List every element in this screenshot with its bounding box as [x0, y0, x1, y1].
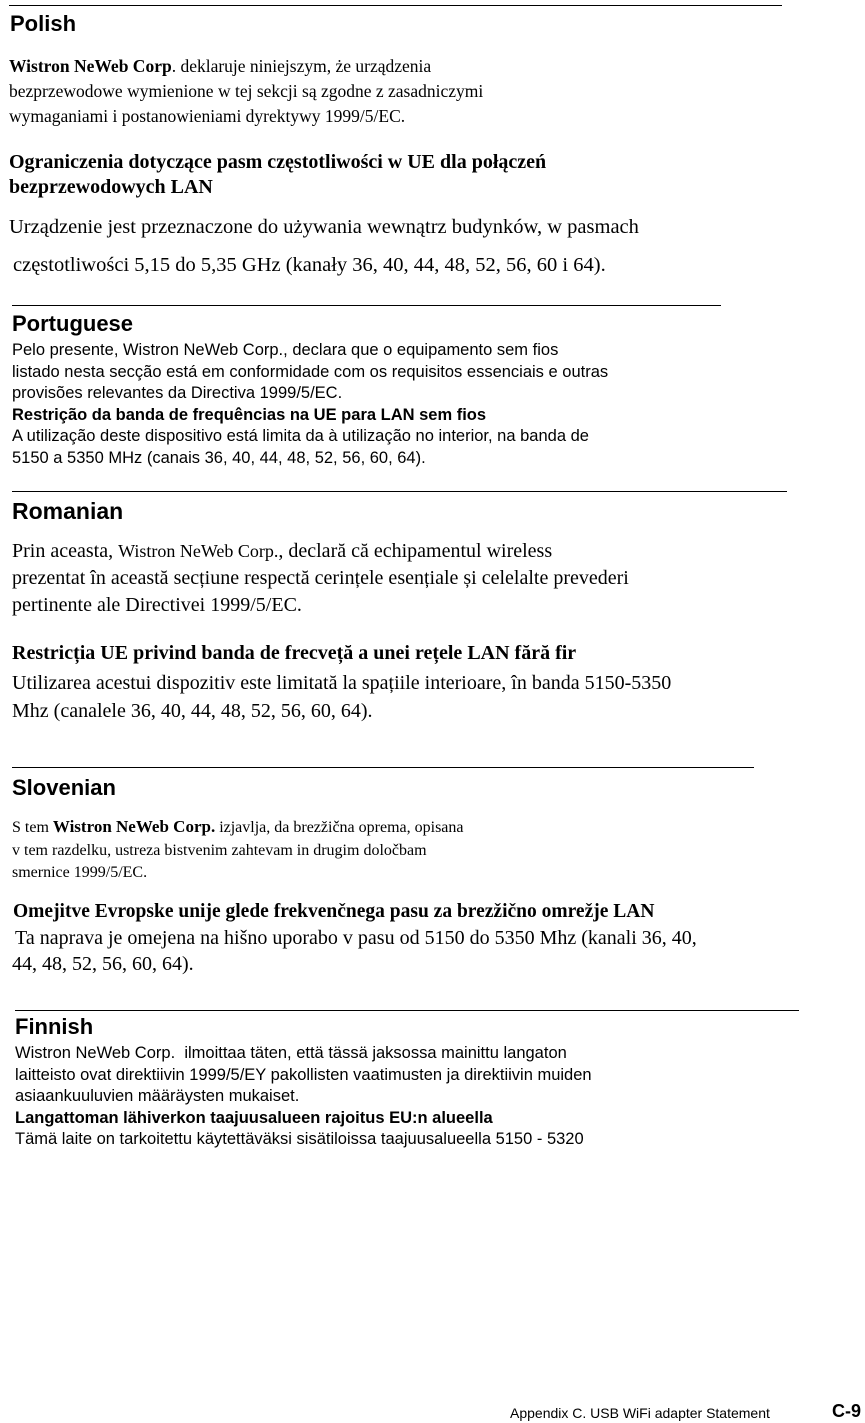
slovenian-restriction: [12, 899, 697, 977]
finnish-intro-line-3: asiaankuuluvien määräysten mukaiset.: [15, 1087, 300, 1105]
polish-restriction-heading-line-1: Ograniczenia dotyczące pasm częstotliwości w UE dla połączeń: [9, 151, 547, 173]
slovenian-intro-line-3: smernice 1999/5/EC.: [12, 864, 148, 881]
portuguese-intro-line-2: listado nesta secção está em conformidade com os requisitos essenciais e outras: [12, 362, 609, 381]
polish-restriction-line-1: Urządzenie jest przeznaczone do używania wewnątrz budynków, w pasmach: [9, 216, 639, 238]
romanian-intro-line-2: prezentat în această secțiune respectă cerințele esențiale și celelalte prevederi: [12, 567, 629, 589]
slovenian-intro: [12, 816, 464, 885]
romanian-intro-line-1: [12, 538, 629, 565]
romanian-intro-prefix: Prin aceasta,: [12, 540, 119, 562]
finnish-restriction-line-1: Tämä laite on tarkoitettu käytettäväksi sisätiloissa taajuusalueella 5150 - 5320: [15, 1130, 584, 1148]
romanian-top-rule: [12, 491, 787, 492]
romanian-restriction-heading: Restricția UE privind banda de frecvеță a unei rețele LAN fără fir: [12, 642, 577, 664]
romanian-intro-line-3: pertinente ale Directivei 1999/5/EC.: [12, 594, 302, 616]
portuguese-restriction-heading: Restrição da banda de frequências na UE para LAN sem fios: [12, 405, 487, 424]
polish-intro-line-1-rest: . deklaruje niniejszym, że urządzenia: [171, 56, 432, 76]
romanian-intro-line-1-rest: , declară că echipamentul wireless: [278, 540, 553, 562]
polish-intro-brand: Wistron NeWeb Corp: [9, 56, 172, 76]
finnish-intro-line-1: Wistron NeWeb Corp. ilmoittaa täten, että tässä jaksossa mainittu langaton: [15, 1044, 567, 1062]
slovenian-restriction-line-2: 44, 48, 52, 56, 60, 64).: [12, 953, 194, 975]
portuguese-body: [12, 340, 608, 469]
slovenian-intro-line-1: [12, 816, 464, 840]
finnish-intro-line-2: laitteisto ovat direktiivin 1999/5/EY pakollisten vaatimusten ja direktiivin muiden: [15, 1065, 592, 1084]
slovenian-intro-brand: Wistron NeWeb Corp.: [52, 817, 216, 836]
slovenian-intro-line-1-rest: izjavlja, da brezžična oprema, opisana: [215, 819, 464, 836]
portuguese-top-rule: [12, 305, 721, 306]
romanian-intro: [12, 538, 629, 619]
polish-top-rule: [9, 5, 782, 6]
polish-restriction-line-2: częstotliwości 5,15 do 5,35 GHz (kanały 36, 40, 44, 48, 52, 56, 60 i 64).: [13, 254, 606, 276]
slovenian-title: Slovenian: [12, 775, 116, 800]
portuguese-title: Portuguese: [12, 311, 134, 336]
slovenian-intro-prefix: S tem: [12, 819, 53, 836]
portuguese-restriction-line-2: 5150 a 5350 MHz (canais 36, 40, 44, 48, 52, 56, 60, 64).: [12, 448, 426, 467]
romanian-restriction-line-1: Utilizarea acestui dispozitiv este limitată la spațiile interioare, în banda 5150-5350: [12, 672, 672, 694]
polish-restriction-heading-line-2: bezprzewodowych LAN: [9, 176, 213, 198]
slovenian-restriction-line-1: Ta naprava je omejena na hišno uporabo v pasu od 5150 do 5350 Mhz (kanali 36, 40,: [15, 927, 697, 949]
slovenian-intro-line-2: v tem razdelku, ustreza bistvenim zahtevam in drugim določbam: [12, 841, 427, 859]
portuguese-restriction-line-1: A utilização deste dispositivo está limita da à utilização no interior, na banda de: [12, 427, 589, 445]
portuguese-intro-line-1: Pelo presente, Wistron NeWeb Corp., declara que o equipamento sem fios: [12, 341, 559, 359]
finnish-body: [15, 1043, 592, 1151]
portuguese-intro-line-3: provisões relevantes da Directiva 1999/5/EC.: [12, 384, 343, 402]
slovenian-top-rule: [12, 767, 754, 768]
finnish-restriction-heading: Langattoman lähiverkon taajuusalueen rajoitus EU:n alueella: [15, 1108, 493, 1127]
polish-intro-line-2: bezprzewodowe wymienione w tej sekcji są zgodne z zasadniczymi: [9, 81, 484, 101]
polish-intro: [9, 54, 483, 129]
polish-intro-line-3: wymaganiami i postanowieniami dyrektywy 1999/5/EC.: [9, 106, 406, 126]
slovenian-restriction-heading: Omejitve Evropske unije glede frekvenčnega pasu za brezžično omrežje LAN: [13, 901, 655, 922]
romanian-restriction: [12, 639, 671, 725]
polish-restriction-text: [9, 208, 639, 284]
romanian-intro-brand: Wistron NeWeb Corp.: [118, 541, 279, 561]
page-footer-text: Appendix C. USB WiFi adapter Statement: [510, 1405, 770, 1421]
romanian-title: Romanian: [12, 498, 124, 524]
finnish-top-rule: [15, 1010, 799, 1011]
polish-title: Polish: [10, 11, 77, 36]
romanian-restriction-line-2: Mhz (canalele 36, 40, 44, 48, 52, 56, 60, 64).: [12, 700, 373, 722]
polish-restriction-heading: [9, 150, 546, 200]
page-number: C-9: [832, 1401, 862, 1421]
polish-intro-line-1: [9, 54, 483, 79]
finnish-title: Finnish: [15, 1014, 94, 1039]
